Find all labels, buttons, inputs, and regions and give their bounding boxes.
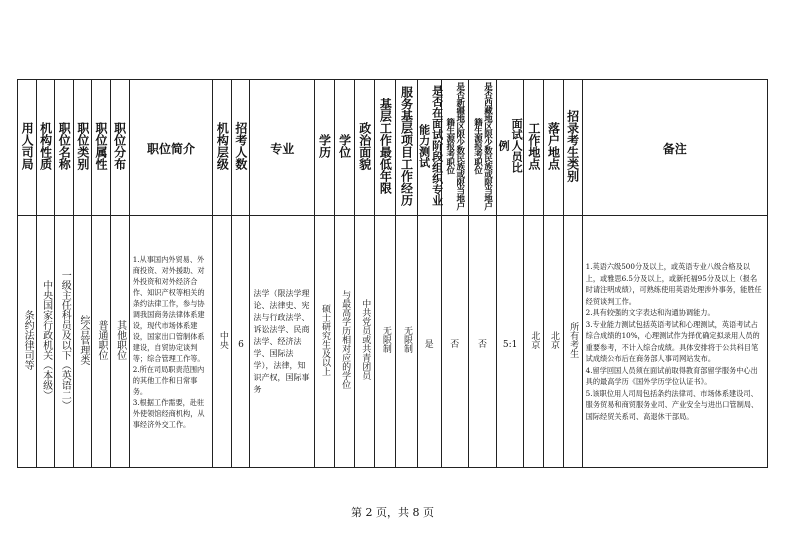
header-ratio: 面试人员比例 <box>497 80 524 216</box>
header-education: 学历 <box>314 80 334 216</box>
cell-work-place: 北京 <box>524 216 544 468</box>
position-table <box>17 79 768 468</box>
header-row <box>18 80 768 216</box>
header-candidate-type: 招录考生类别 <box>563 80 582 216</box>
header-political: 政治面貌 <box>355 80 375 216</box>
cell-political: 中共党员或共青团员 <box>355 216 375 468</box>
header-level: 机构层级 <box>213 80 232 216</box>
header-intro: 职位简介 <box>129 80 213 216</box>
cell-tibet: 否 <box>468 216 496 468</box>
cell-candidate-type: 所有考生 <box>563 216 582 468</box>
header-degree: 学位 <box>335 80 355 216</box>
header-prof-test: 是否在面试阶段组织专业能力测试 <box>417 80 441 216</box>
header-category: 职位类别 <box>74 80 92 216</box>
cell-intro: 1.从事国内外贸易、外商投资、对外援助、对外投资和对外经济合作、知识产权等相关的条约法律工作，参与协调我国商务法律体系建设，现代市场体系建设，国家出口管制体系建设，自贸协定谈判等；综合管理工作等。 2.所在司局职责范围内的其他工作和日常事务。 3.根据工作需要，赴驻外使领馆经商机构，从事经济外交工作。 <box>129 216 213 468</box>
table-row <box>18 216 768 468</box>
header-distribution: 职位分布 <box>110 80 129 216</box>
cell-education: 硕士研究生及以上 <box>314 216 334 468</box>
cell-ratio: 5:1 <box>497 216 524 468</box>
header-work-place: 工作地点 <box>524 80 544 216</box>
header-tibet: 是否西藏地区限少数民族或限当地户籍生源报考职位 <box>468 80 496 216</box>
header-grassroots: 服务基层项目工作经历 <box>396 80 417 216</box>
cell-attribute: 普通职位 <box>92 216 110 468</box>
cell-category: 综合管理类 <box>74 216 92 468</box>
cell-distribution: 其他职位 <box>110 216 129 468</box>
cell-notes: 1.英语六级500分及以上，或英语专业八级合格及以上，或雅思6.5分及以上，或新托福95分及以上（报名时请注明成绩），可熟练使用英语处理涉外事务，能胜任经贸谈判工作。 2.具有较强的文字表达和沟通协调能力。 3.专业能力测试包括英语考试和心理测试，英语考试占综合成绩的10%，心理测试作为择优确定拟录用人员的重要参考，不计入综合成绩。具体安排将于公共科目笔试成绩公布后在商务部人事司网站发布。 4.留学回国人员须在面试前取得教育部留学服务中心出具的最高学历《国外学历学位认证书》。 5.该职位用人司局包括条约法律司、市场体系建设司、服务贸易和商贸服务业司、产业安全与进出口管制局、国际经贸关系司、高退休干部局。 <box>582 216 767 468</box>
cell-position-name: 一级主任科员及以下（英语二） <box>55 216 74 468</box>
header-hukou-place: 落户地点 <box>544 80 563 216</box>
cell-hukou-place: 北京 <box>544 216 563 468</box>
cell-xinjiang: 否 <box>441 216 468 468</box>
cell-major: 法学（限法学理论、法律史、宪法与行政法学、诉讼法学、民商法学、经济法学、国际法学），法律，知识产权，国际事务 <box>250 216 314 468</box>
header-position-name: 职位名称 <box>55 80 74 216</box>
header-min-years: 基层工作最低年限 <box>375 80 396 216</box>
cell-prof-test: 是 <box>417 216 441 468</box>
cell-count: 6 <box>232 216 250 468</box>
cell-level: 中央 <box>213 216 232 468</box>
cell-min-years: 无限制 <box>375 216 396 468</box>
header-notes: 备注 <box>582 80 767 216</box>
header-nature: 机构性质 <box>37 80 55 216</box>
header-count: 招考人数 <box>232 80 250 216</box>
header-xinjiang: 是否新疆地区限少数民族或限当地户籍生源报考职位 <box>441 80 468 216</box>
header-bureau: 用人司局 <box>18 80 37 216</box>
cell-grassroots: 无限制 <box>396 216 417 468</box>
cell-degree: 与最高学历相对应的学位 <box>335 216 355 468</box>
page-number: 第 2 页，共 8 页 <box>351 506 434 519</box>
cell-bureau: 条约法律司等 <box>18 216 37 468</box>
header-major: 专业 <box>250 80 314 216</box>
cell-nature: 中央国家行政机关（本级） <box>37 216 55 468</box>
header-attribute: 职位属性 <box>92 80 110 216</box>
